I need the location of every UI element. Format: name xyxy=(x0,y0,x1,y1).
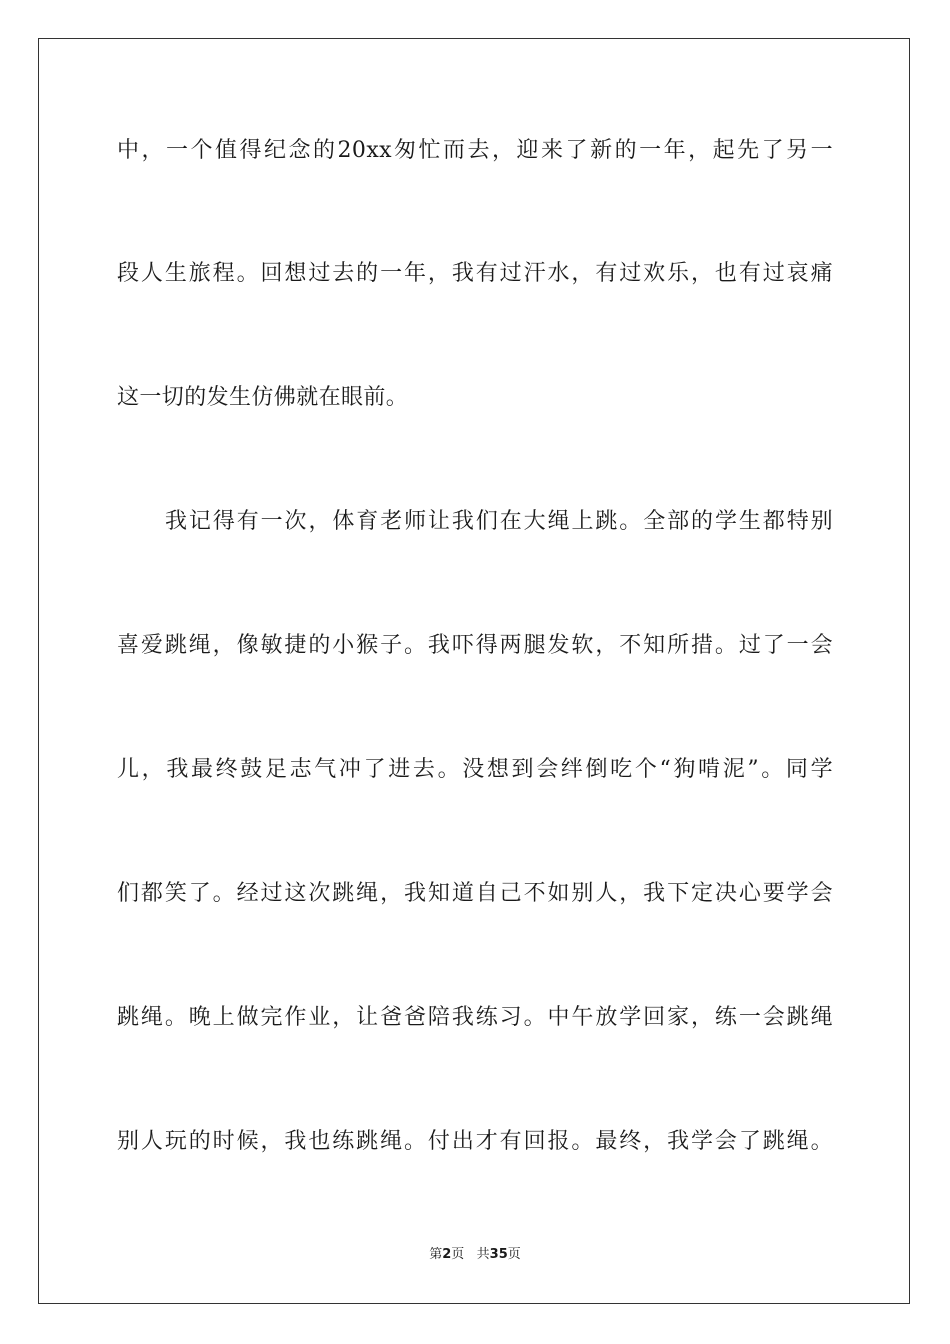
page-number-footer xyxy=(0,1246,950,1264)
footer-total-suffix: 页 xyxy=(507,1247,521,1262)
text-line-5: 喜爱跳绳，像敏捷的小猴子。我吓得两腿发软，不知所措。过了一会 xyxy=(117,633,833,658)
text-line-8: 跳绳。晚上做完作业，让爸爸陪我练习。中午放学回家，练一会跳绳 xyxy=(117,1005,833,1030)
text-line-1: 中，一个值得纪念的20xx匆忙而去，迎来了新的一年，起先了另一 xyxy=(117,138,833,163)
text-line-3: 这一切的发生仿佛就在眼前。 xyxy=(117,385,409,410)
text-line-7: 们都笑了。经过这次跳绳，我知道自己不如别人，我下定决心要学会 xyxy=(117,881,833,906)
text-line-4: 我记得有一次，体育老师让我们在大绳上跳。全部的学生都特别 xyxy=(165,509,833,534)
current-page-number: 2 xyxy=(442,1247,452,1262)
footer-prefix: 第 xyxy=(429,1247,443,1262)
total-page-count: 35 xyxy=(489,1247,508,1262)
text-line-2: 段人生旅程。回想过去的一年，我有过汗水，有过欢乐，也有过哀痛 xyxy=(117,261,833,286)
text-line-9: 别人玩的时候，我也练跳绳。付出才有回报。最终，我学会了跳绳。 xyxy=(117,1129,833,1154)
text-line-6: 儿，我最终鼓足志气冲了进去。没想到会绊倒吃个“狗啃泥”。同学 xyxy=(117,757,833,782)
footer-page-suffix: 页 共 xyxy=(451,1247,490,1262)
page-border xyxy=(38,38,910,1304)
